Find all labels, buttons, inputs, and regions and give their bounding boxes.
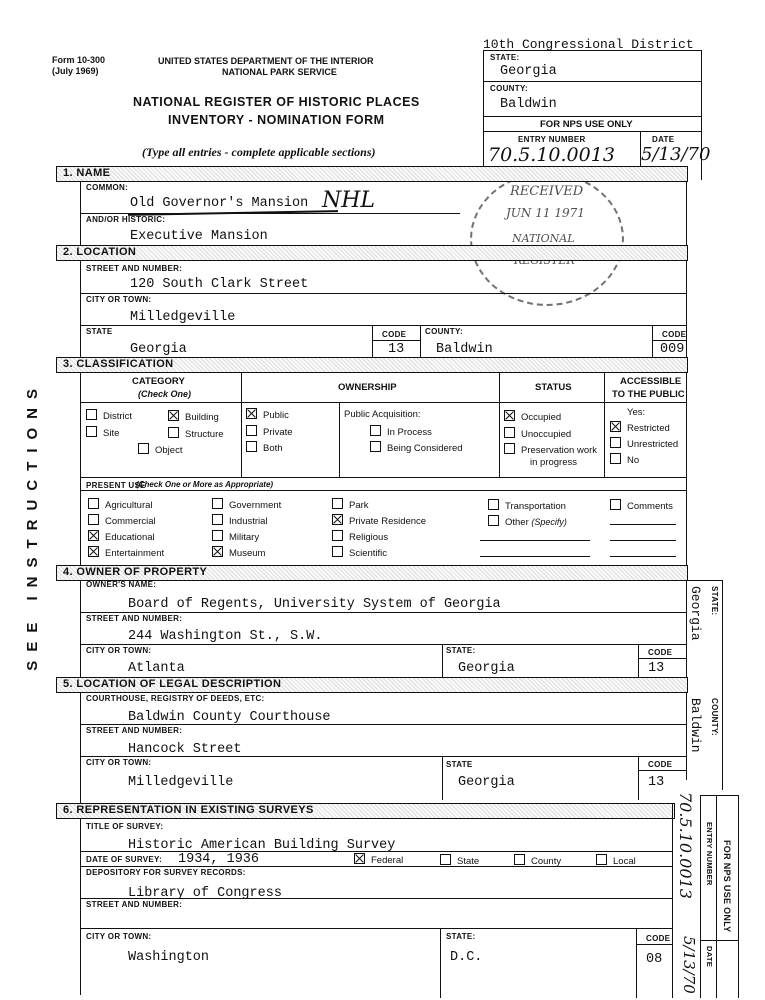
level-local-checkbox[interactable] [596, 854, 607, 865]
county-value: Baldwin [500, 97, 557, 112]
ownership-heading: OWNERSHIP [338, 382, 397, 393]
level-federal-checkbox[interactable] [354, 853, 365, 864]
accessible-unrestricted-checkbox[interactable] [610, 437, 621, 448]
form-date: (July 1969) [52, 66, 99, 76]
received-stamp [470, 172, 624, 306]
category-building-checkbox[interactable] [168, 410, 179, 421]
use-park[interactable]: Park [332, 498, 369, 511]
county-label-2: COUNTY: [425, 327, 463, 336]
use-museum-checkbox[interactable] [212, 546, 223, 557]
acquisition-being-considered[interactable]: Being Considered [370, 441, 463, 454]
courthouse-label: COURTHOUSE, REGISTRY OF DEEDS, ETC: [86, 694, 265, 703]
section-2-header [56, 245, 688, 261]
form-number: Form 10-300 [52, 55, 106, 65]
department-name: UNITED STATES DEPARTMENT OF THE INTERIOR [158, 56, 374, 66]
accessible-heading-1: ACCESSIBLE [620, 376, 682, 387]
owner-code-label: CODE [648, 648, 673, 657]
survey-title-label: TITLE OF SURVEY: [86, 822, 164, 831]
section-3-title: 3. CLASSIFICATION [63, 358, 174, 370]
side-nps-use: FOR NPS USE ONLY [722, 840, 732, 933]
side-entry-number-label: ENTRY NUMBER [705, 822, 714, 886]
county-value-2: Baldwin [436, 342, 493, 357]
side-date-label: DATE [705, 946, 714, 968]
depository-state-label: STATE: [446, 932, 476, 941]
accessible-restricted-checkbox[interactable] [610, 421, 621, 432]
ownership-both-checkbox[interactable] [246, 441, 257, 452]
status-heading: STATUS [535, 382, 572, 393]
district-note: 10th Congressional District [483, 37, 694, 52]
use-entertainment-checkbox[interactable] [88, 546, 99, 557]
owner-state: Georgia [458, 661, 515, 676]
county-code-label: CODE [662, 330, 687, 339]
depository-city: Washington [128, 950, 210, 965]
acquisition-in-process[interactable]: In Process [370, 425, 432, 438]
entry-number-handwritten: 70.5.10.0013 [488, 144, 615, 166]
code-label-2: CODE [382, 330, 407, 339]
status-unoccupied[interactable]: Unoccupied [504, 427, 571, 440]
depository-state: D.C. [450, 950, 483, 965]
ownership-public[interactable]: Public [246, 408, 289, 421]
legal-state-label: STATE [446, 760, 473, 769]
side-state-label: STATE: [710, 586, 719, 616]
category-object-checkbox[interactable] [138, 443, 149, 454]
ownership-both[interactable]: Both [246, 441, 283, 454]
owner-street: 244 Washington St., S.W. [128, 629, 323, 644]
status-occupied-checkbox[interactable] [504, 410, 515, 421]
county-code-value: 009 [660, 342, 685, 357]
form-title-1: NATIONAL REGISTER OF HISTORIC PLACES [133, 95, 420, 109]
owner-name-label: OWNER'S NAME: [86, 580, 157, 589]
side-county-label: COUNTY: [710, 698, 719, 736]
side-date-handwritten: 5/13/70 [680, 936, 698, 994]
use-transportation[interactable]: Transportation [488, 499, 566, 512]
use-religious-checkbox[interactable] [332, 530, 343, 541]
use-military[interactable]: Military [212, 530, 259, 543]
side-entry-handwritten: 70.5.10.0013 [676, 792, 695, 899]
state-value-2: Georgia [130, 342, 187, 357]
section-4-title: 4. OWNER OF PROPERTY [63, 566, 208, 578]
legal-city: Milledgeville [128, 775, 234, 790]
use-industrial-checkbox[interactable] [212, 514, 223, 525]
survey-date-label: DATE OF SURVEY: [86, 855, 163, 864]
status-preservation[interactable]: Preservation work [504, 443, 597, 456]
use-educational[interactable]: Educational [88, 530, 155, 543]
section-5-title: 5. LOCATION OF LEGAL DESCRIPTION [63, 678, 282, 690]
category-object[interactable]: Object [138, 443, 182, 456]
use-entertainment[interactable]: Entertainment [88, 546, 164, 559]
street-value: 120 South Clark Street [130, 277, 309, 292]
category-site-checkbox[interactable] [86, 426, 97, 437]
code-value-2: 13 [388, 342, 405, 357]
state-label-2: STATE [86, 327, 113, 336]
use-transportation-checkbox[interactable] [488, 499, 499, 510]
category-district-checkbox[interactable] [86, 409, 97, 420]
state-value: Georgia [500, 64, 557, 79]
accessible-unrestricted[interactable]: Unrestricted [610, 437, 678, 450]
side-county-value: Baldwin [688, 698, 703, 753]
survey-date: 1934, 1936 [178, 852, 260, 867]
state-label: STATE: [490, 53, 520, 62]
level-state[interactable]: State [440, 854, 479, 867]
category-heading: CATEGORY [132, 376, 185, 387]
use-commercial-checkbox[interactable] [88, 514, 99, 525]
date-handwritten: 5/13/70 [641, 144, 711, 165]
use-agricultural[interactable]: Agricultural [88, 498, 153, 511]
category-district[interactable]: District [86, 409, 132, 422]
other-specify: (Specify) [531, 517, 567, 527]
category-sub: (Check One) [138, 389, 192, 399]
legal-street-label: STREET AND NUMBER: [86, 726, 183, 735]
entry-number-label: ENTRY NUMBER [518, 135, 586, 144]
accessible-yes-label: Yes: [627, 407, 646, 418]
section-5-header [56, 677, 688, 693]
present-use-label: PRESENT USE [86, 481, 146, 490]
city-label: CITY OR TOWN: [86, 295, 152, 304]
service-name: NATIONAL PARK SERVICE [222, 67, 337, 77]
use-industrial[interactable]: Industrial [212, 514, 268, 527]
courthouse-value: Baldwin County Courthouse [128, 710, 331, 725]
use-comments-checkbox[interactable] [610, 499, 621, 510]
section-1-title: 1. NAME [63, 167, 111, 179]
common-name: Old Governor's Mansion [130, 196, 309, 211]
depository-label: DEPOSITORY FOR SURVEY RECORDS: [86, 868, 246, 877]
section-1-header [56, 166, 688, 182]
category-building[interactable]: Building [168, 410, 219, 423]
level-state-checkbox[interactable] [440, 854, 451, 865]
nhl-handwritten: NHL [322, 188, 376, 213]
city-value: Milledgeville [130, 310, 236, 325]
owner-name: Board of Regents, University System of Georgia [128, 597, 501, 612]
stamp-line-1: RECEIVED [510, 184, 584, 199]
category-structure[interactable]: Structure [168, 427, 224, 440]
see-instructions-side: SEE INSTRUCTIONS [24, 380, 41, 671]
stamp-line-3: NATIONAL [512, 232, 575, 245]
depository-code: 08 [646, 952, 663, 967]
ownership-private[interactable]: Private [246, 425, 293, 438]
depository-value: Library of Congress [128, 886, 282, 901]
date-label: DATE [652, 135, 675, 144]
level-federal[interactable]: Federal [354, 853, 403, 866]
nps-use-label: FOR NPS USE ONLY [540, 119, 633, 130]
use-educational-checkbox[interactable] [88, 530, 99, 541]
use-government[interactable]: Government [212, 498, 281, 511]
level-county-checkbox[interactable] [514, 854, 525, 865]
status-in-progress: in progress [530, 457, 577, 468]
historic-name: Executive Mansion [130, 229, 268, 244]
common-label: COMMON: [86, 183, 129, 192]
section-3-header [56, 357, 688, 373]
accessible-restricted[interactable]: Restricted [610, 421, 670, 434]
use-museum[interactable]: Museum [212, 546, 265, 559]
owner-city: Atlanta [128, 661, 185, 676]
public-acquisition-label: Public Acquisition: [344, 409, 421, 420]
present-use-sub: (Check One or More as Appropriate) [136, 480, 274, 489]
side-state-value: Georgia [688, 586, 703, 641]
use-park-checkbox[interactable] [332, 498, 343, 509]
depository-city-label: CITY OR TOWN: [86, 932, 152, 941]
depository-street-label: STREET AND NUMBER: [86, 900, 183, 909]
acquisition-in-process-checkbox[interactable] [370, 425, 381, 436]
street-label: STREET AND NUMBER: [86, 264, 183, 273]
instructions-note: (Type all entries - complete applicable sections) [142, 145, 376, 159]
status-unoccupied-checkbox[interactable] [504, 427, 515, 438]
use-private-residence[interactable]: Private Residence [332, 514, 426, 527]
county-label: COUNTY: [490, 84, 528, 93]
use-government-checkbox[interactable] [212, 498, 223, 509]
category-structure-checkbox[interactable] [168, 427, 179, 438]
historic-label: AND/OR HISTORIC: [86, 215, 166, 224]
use-military-checkbox[interactable] [212, 530, 223, 541]
use-other[interactable]: Other (Specify) [488, 515, 567, 528]
status-preservation-checkbox[interactable] [504, 443, 515, 454]
stamp-line-2: JUN 11 1971 [506, 206, 585, 220]
level-local[interactable]: Local [596, 854, 636, 867]
use-private-residence-checkbox[interactable] [332, 514, 343, 525]
use-commercial[interactable]: Commercial [88, 514, 156, 527]
legal-code-label: CODE [648, 760, 673, 769]
section-6-header [56, 803, 675, 819]
use-comments[interactable]: Comments [610, 499, 673, 512]
section-2-title: 2. LOCATION [63, 246, 137, 258]
status-occupied[interactable]: Occupied [504, 410, 561, 423]
accessible-no-checkbox[interactable] [610, 453, 621, 464]
ownership-private-checkbox[interactable] [246, 425, 257, 436]
owner-city-label: CITY OR TOWN: [86, 646, 152, 655]
owner-code: 13 [648, 661, 665, 676]
survey-title: Historic American Building Survey [128, 838, 396, 853]
use-other-checkbox[interactable] [488, 515, 499, 526]
use-religious[interactable]: Religious [332, 530, 388, 543]
use-scientific[interactable]: Scientific [332, 546, 387, 559]
section-4-header [56, 565, 688, 581]
use-scientific-checkbox[interactable] [332, 546, 343, 557]
accessible-heading-2: TO THE PUBLIC [612, 389, 685, 400]
use-agricultural-checkbox[interactable] [88, 498, 99, 509]
form-title-2: INVENTORY - NOMINATION FORM [168, 113, 385, 127]
depository-code-label: CODE [646, 934, 671, 943]
accessible-no[interactable]: No [610, 453, 639, 466]
owner-street-label: STREET AND NUMBER: [86, 614, 183, 623]
legal-state: Georgia [458, 775, 515, 790]
level-county[interactable]: County [514, 854, 561, 867]
owner-state-label: STATE: [446, 646, 476, 655]
legal-city-label: CITY OR TOWN: [86, 758, 152, 767]
category-site[interactable]: Site [86, 426, 119, 439]
ownership-public-checkbox[interactable] [246, 408, 257, 419]
legal-street: Hancock Street [128, 742, 242, 757]
section-6-title: 6. REPRESENTATION IN EXISTING SURVEYS [63, 804, 314, 816]
legal-code: 13 [648, 775, 665, 790]
acquisition-being-considered-checkbox[interactable] [370, 441, 381, 452]
